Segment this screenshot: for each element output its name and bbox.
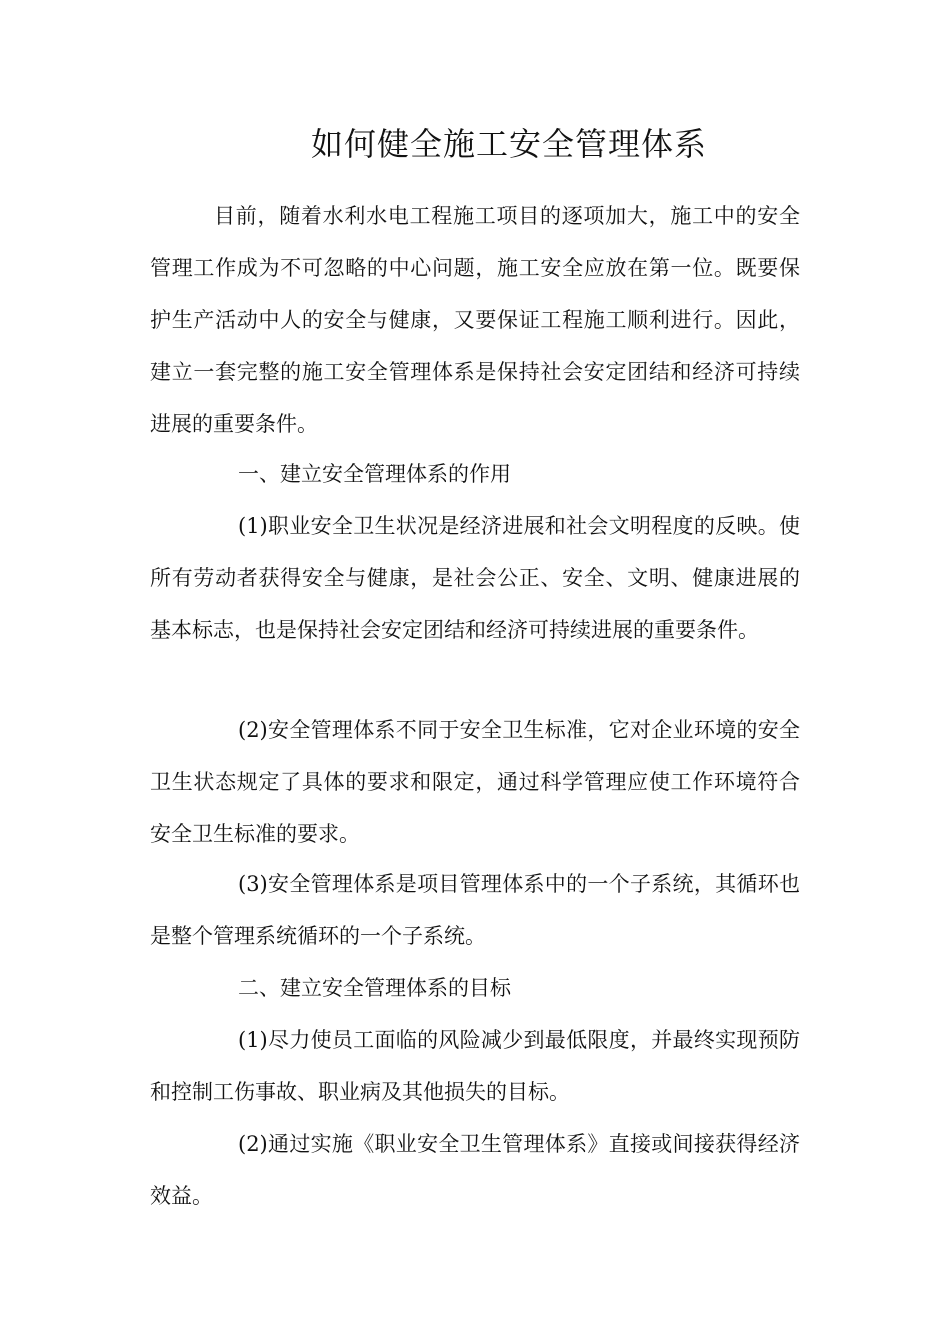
- section-one-item-3: (3)安全管理体系是项目管理体系中的一个子系统，其循环也是整个管理系统循环的一个子系统。: [150, 872, 800, 948]
- section-two-heading: 二、建立安全管理体系的目标: [238, 976, 511, 1000]
- section-one-heading: 一、建立安全管理体系的作用: [238, 462, 511, 486]
- section-two-item-1: (1)尽力使员工面临的风险减少到最低限度，并最终实现预防和控制工伤事故、职业病及其他损失的目标。: [150, 1028, 800, 1104]
- document-title: 如何健全施工安全管理体系: [310, 125, 707, 163]
- section-two-item-2: (2)通过实施《职业安全卫生管理体系》直接或间接获得经济效益。: [150, 1132, 800, 1208]
- section-one-item-2: (2)安全管理体系不同于安全卫生标准，它对企业环境的安全卫生状态规定了具体的要求和限定，通过科学管理应使工作环境符合安全卫生标准的要求。: [150, 718, 800, 846]
- intro-paragraph: 目前，随着水利水电工程施工项目的逐项加大，施工中的安全管理工作成为不可忽略的中心问题，施工安全应放在第一位。既要保护生产活动中人的安全与健康，又要保证工程施工顺利进行。因此，建立一套完整的施工安全管理体系是保持社会安定团结和经济可持续进展的重要条件。: [150, 204, 800, 436]
- section-one-item-1: (1)职业安全卫生状况是经济进展和社会文明程度的反映。使所有劳动者获得安全与健康，是社会公正、安全、文明、健康进展的基本标志，也是保持社会安定团结和经济可持续进展的重要条件。: [150, 514, 800, 642]
